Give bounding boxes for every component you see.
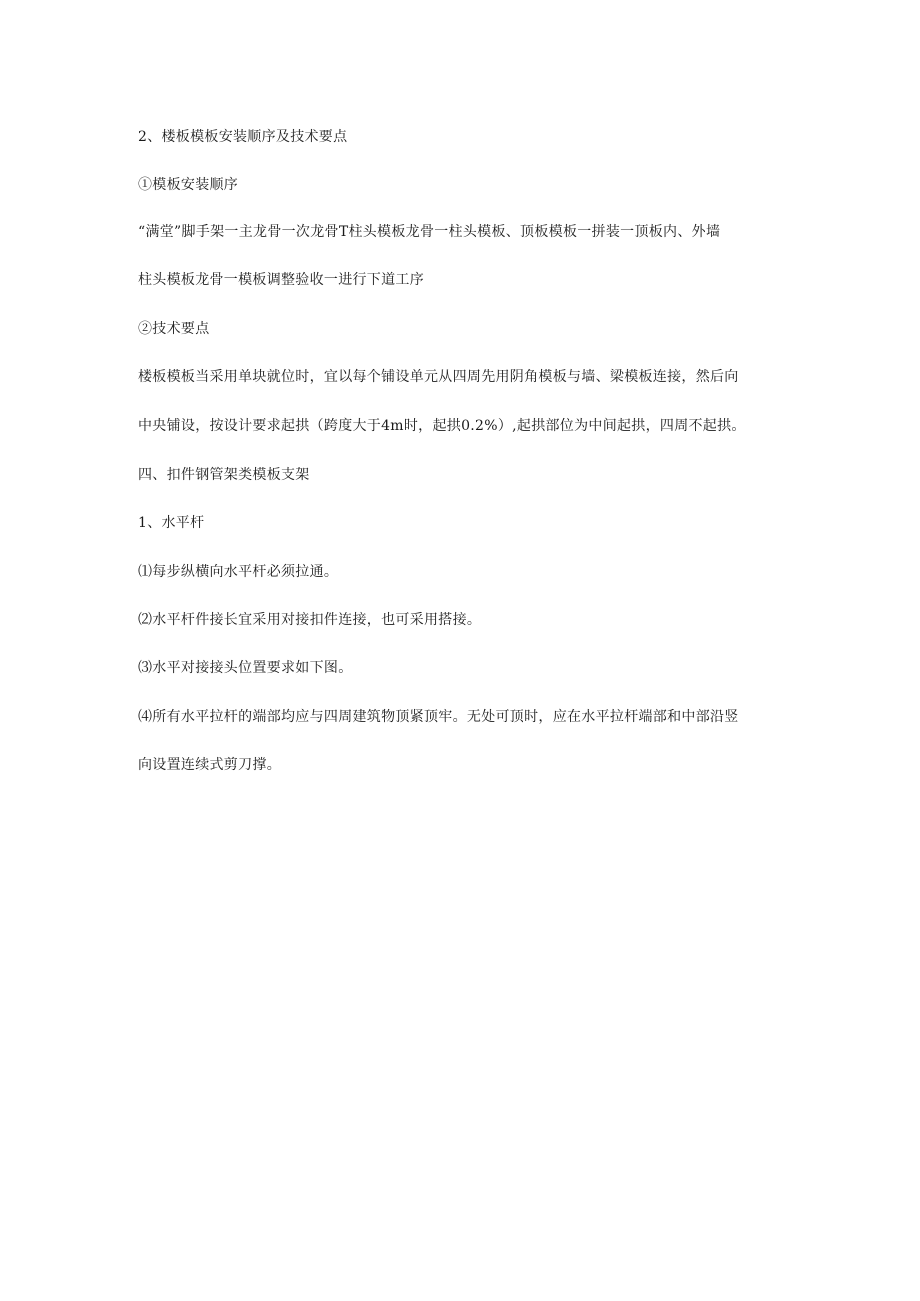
- subheading-technical-points: ②技术要点: [138, 321, 210, 337]
- section-heading: 2、楼板模板安装顺序及技术要点: [138, 129, 348, 145]
- list-item: ⑷所有水平拉杆的端部均应与四周建筑物顶紧顶牢。无处可顶时，应在水平拉杆端部和中部沿竖: [138, 709, 739, 725]
- list-item: ⑴每步纵横向水平杆必须拉通。: [138, 564, 339, 580]
- paragraph-line: 柱头模板龙骨一模板调整验收一进行下道工序: [138, 272, 424, 288]
- paragraph-line: 楼板模板当采用单块就位时，宜以每个铺设单元从四周先用阴角模板与墙、梁模板连接，然后向: [138, 369, 739, 385]
- section-heading: 四、扣件钢管架类模板支架: [138, 467, 310, 483]
- subheading-install-order: ①模板安装顺序: [138, 177, 239, 193]
- list-item: ⑶水平对接接头位置要求如下图。: [138, 660, 353, 676]
- subheading-horizontal-bar: 1、水平杆: [138, 515, 205, 531]
- list-item: ⑵水平杆件接长宜采用对接扣件连接，也可采用搭接。: [138, 612, 482, 628]
- paragraph-line: 向设置连续式剪刀撑。: [138, 757, 281, 773]
- paragraph-line: “满堂”脚手架一主龙骨一次龙骨T柱头模板龙骨一柱头模板、顶板模板一拼装一顶板内、外墙: [138, 224, 721, 240]
- paragraph-line: 中央铺设，按设计要求起拱（跨度大于4m时，起拱0.2%）,起拱部位为中间起拱，四周不起拱。: [138, 418, 746, 434]
